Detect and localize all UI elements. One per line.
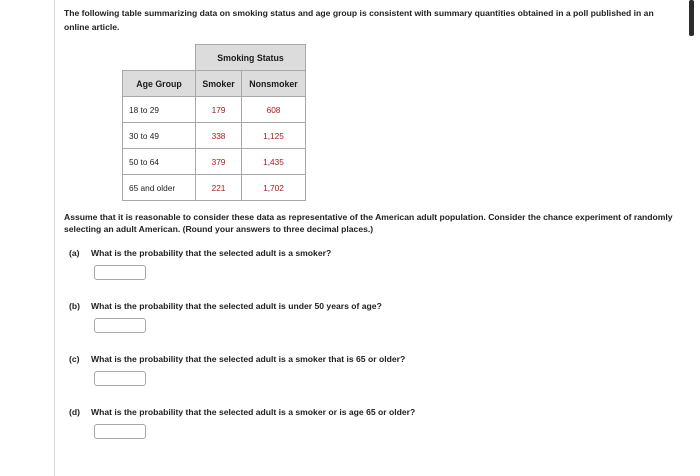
question-label: (a) xyxy=(69,248,80,258)
nonsmoker-cell: 608 xyxy=(242,97,306,123)
answer-d-input[interactable] xyxy=(94,424,146,439)
nonsmoker-cell: 1,435 xyxy=(242,149,306,175)
intro-text: The following table summarizing data on smoking status and age group is consistent with summary quantities obtained in a poll published in an online article. xyxy=(64,8,654,32)
question-label: (b) xyxy=(69,301,80,311)
smoker-cell: 338 xyxy=(196,123,242,149)
age-group-header: Age Group xyxy=(123,71,196,97)
nonsmoker-header: Nonsmoker xyxy=(242,71,306,97)
question-b xyxy=(69,301,382,311)
age-group-cell: 18 to 29 xyxy=(123,97,196,123)
question-d xyxy=(69,407,415,417)
question-c xyxy=(69,354,405,364)
table-corner xyxy=(123,45,196,71)
instructions-text: Assume that it is reasonable to consider these data as representative of the American adult population. Consider the chance experiment of randomly selecting an adult American. (Round your answers to three decimal places.) xyxy=(64,212,673,234)
nonsmoker-cell: 1,125 xyxy=(242,123,306,149)
smoking-status-header: Smoking Status xyxy=(196,45,306,71)
question-text: What is the probability that the selected adult is a smoker that is 65 or older? xyxy=(91,354,406,364)
question-label: (d) xyxy=(69,407,80,417)
smoker-cell: 379 xyxy=(196,149,242,175)
question-label: (c) xyxy=(69,354,80,364)
content-frame-border xyxy=(54,0,55,476)
table-row xyxy=(123,97,306,123)
nonsmoker-cell: 1,702 xyxy=(242,175,306,201)
question-text: What is the probability that the selected adult is under 50 years of age? xyxy=(91,301,382,311)
age-group-cell: 65 and older xyxy=(123,175,196,201)
question-text: What is the probability that the selected adult is a smoker? xyxy=(91,248,332,258)
question-text: What is the probability that the selected adult is a smoker or is age 65 or older? xyxy=(91,407,416,417)
smoker-header: Smoker xyxy=(196,71,242,97)
smoker-cell: 179 xyxy=(196,97,242,123)
answer-b-input[interactable] xyxy=(94,318,146,333)
answer-c-input[interactable] xyxy=(94,371,146,386)
scrollbar-thumb[interactable] xyxy=(689,0,694,36)
question-a xyxy=(69,248,331,258)
smoking-age-table xyxy=(122,44,306,201)
answer-a-input[interactable] xyxy=(94,265,146,280)
age-group-cell: 30 to 49 xyxy=(123,123,196,149)
table-row xyxy=(123,123,306,149)
smoker-cell: 221 xyxy=(196,175,242,201)
table-row xyxy=(123,175,306,201)
age-group-cell: 50 to 64 xyxy=(123,149,196,175)
table-row xyxy=(123,149,306,175)
